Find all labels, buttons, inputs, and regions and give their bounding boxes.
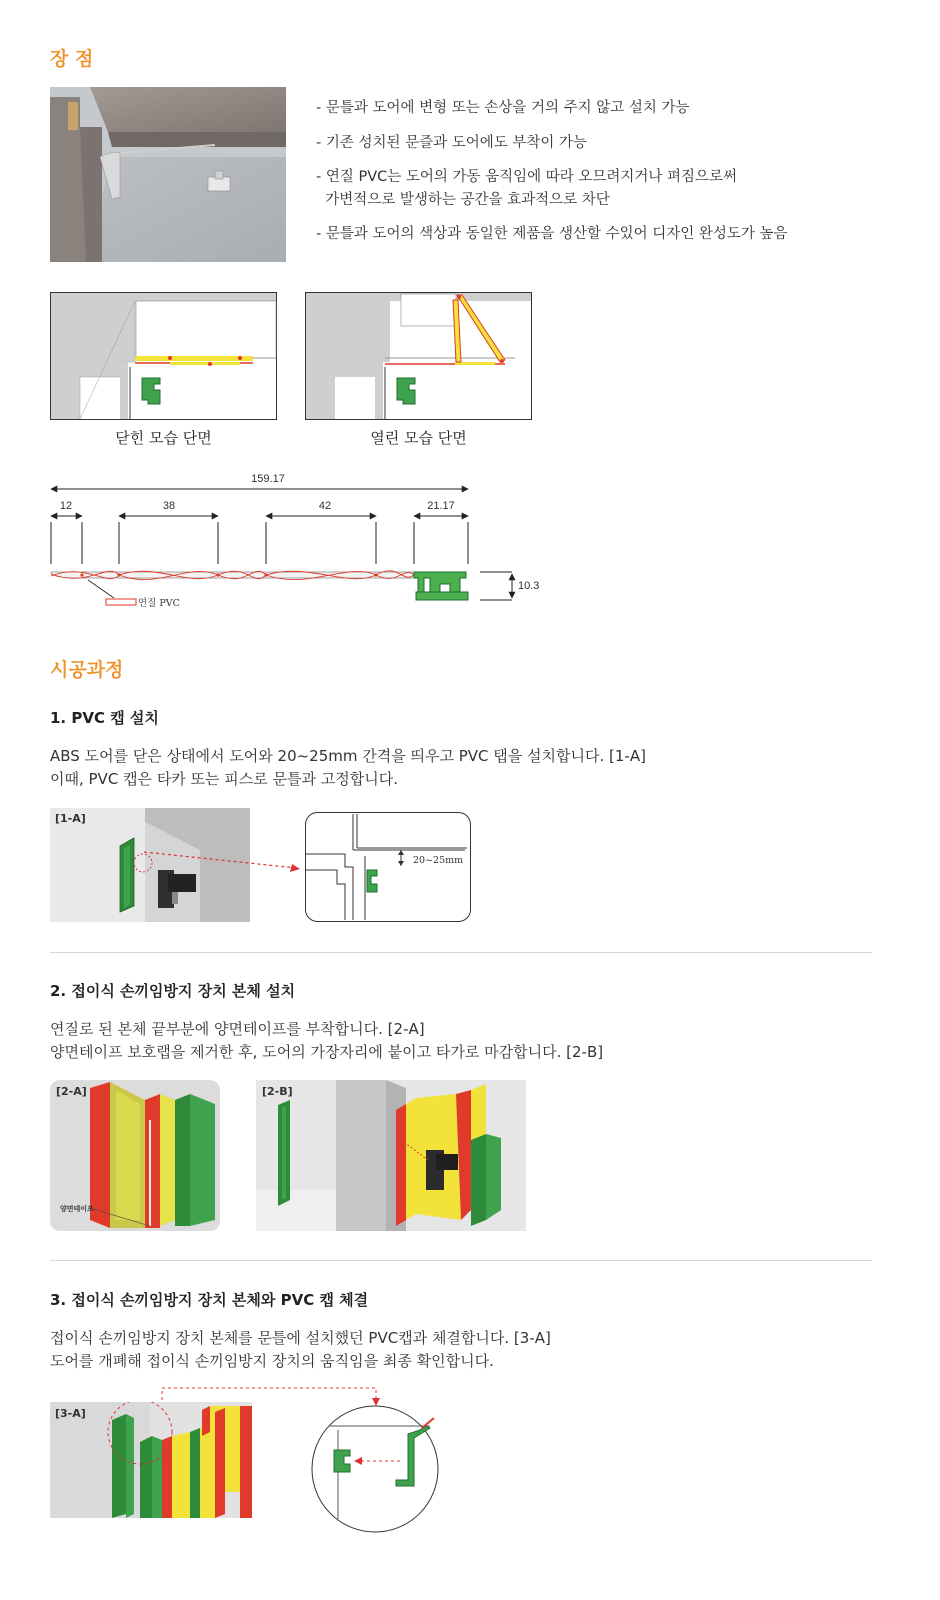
figure-3a-detail bbox=[310, 1404, 440, 1534]
divider bbox=[50, 952, 872, 953]
figure-3a bbox=[50, 1402, 252, 1518]
advantages-title: 장 점 bbox=[50, 48, 94, 70]
figure-1a-pointer bbox=[140, 848, 310, 878]
figure-1a-detail bbox=[305, 812, 471, 922]
fig-3a-label: [3-A] bbox=[55, 1407, 86, 1420]
figure-2b bbox=[256, 1080, 526, 1231]
feature-item: - 문틀과 도어의 색상과 동일한 제품을 생산할 수있어 디자인 완성도가 높음 bbox=[316, 226, 788, 242]
step2-title: 2. 접이식 손끼임방지 장치 본체 설치 bbox=[50, 982, 296, 1000]
closed-section-drawing bbox=[50, 292, 277, 420]
step3-title: 3. 접이식 손끼임방지 장치 본체와 PVC 캡 체결 bbox=[50, 1291, 369, 1309]
open-section-caption: 열린 모습 단면 bbox=[370, 429, 467, 447]
closed-section-caption: 닫힌 모습 단면 bbox=[115, 429, 212, 447]
tape-label: 양면테이프 bbox=[60, 1205, 94, 1213]
step1-title: 1. PVC 캡 설치 bbox=[50, 709, 159, 727]
dim-seg1: 12 bbox=[59, 500, 73, 512]
step2-line1: 연질로 된 본체 끝부분에 양면테이프를 부착합니다. [2-A] bbox=[50, 1020, 425, 1038]
gap-label: 20~25mm bbox=[413, 855, 464, 866]
divider bbox=[50, 1260, 872, 1261]
feature-item: - 연질 PVC는 도어의 가동 움직임에 따라 오므려지거나 펴짐으로써 bbox=[316, 169, 738, 185]
dim-height: 10.3 bbox=[518, 580, 540, 592]
step1-line1: ABS 도어를 닫은 상태에서 도어와 20~25mm 간격을 띄우고 PVC 탭을 설치합니다. [1-A] bbox=[50, 747, 646, 765]
step2-line2: 양면테이프 보호랩을 제거한 후, 도어의 가장자리에 붙이고 타가로 마감합니다. [2-B] bbox=[50, 1043, 604, 1061]
feature-item: 가변적으로 발생하는 공간을 효과적으로 차단 bbox=[316, 192, 610, 208]
dim-seg2: 38 bbox=[162, 500, 176, 512]
dim-total: 159.17 bbox=[251, 473, 285, 485]
feature-item: - 문틀과 도어에 변형 또는 손상을 거의 주지 않고 설치 가능 bbox=[316, 100, 690, 116]
step3-line2: 도어를 개폐해 접이식 손끼임방지 장치의 움직임을 최종 확인합니다. bbox=[50, 1352, 494, 1370]
dimension-drawing bbox=[48, 466, 568, 616]
fig-2b-label: [2-B] bbox=[262, 1085, 293, 1098]
step1-line2: 이때, PVC 캡은 타카 또는 피스로 문틀과 고정합니다. bbox=[50, 770, 399, 788]
material-label: 연질 PVC bbox=[138, 598, 180, 609]
dim-seg4: 21.17 bbox=[427, 500, 455, 512]
fig-1a-label: [1-A] bbox=[55, 812, 86, 825]
open-section-drawing bbox=[305, 292, 532, 420]
feature-item: - 기존 성치된 문즐과 도어에도 부착이 가능 bbox=[316, 135, 588, 151]
step3-line1: 접이식 손끼임방지 장치 본체를 문틀에 설치했던 PVC캡과 체결합니다. [3-A] bbox=[50, 1329, 551, 1347]
dim-seg3: 42 bbox=[318, 500, 332, 512]
figure-2a bbox=[50, 1080, 220, 1231]
fig-2a-label: [2-A] bbox=[56, 1085, 87, 1098]
product-photo bbox=[50, 87, 286, 262]
process-title: 시공과정 bbox=[50, 659, 124, 681]
